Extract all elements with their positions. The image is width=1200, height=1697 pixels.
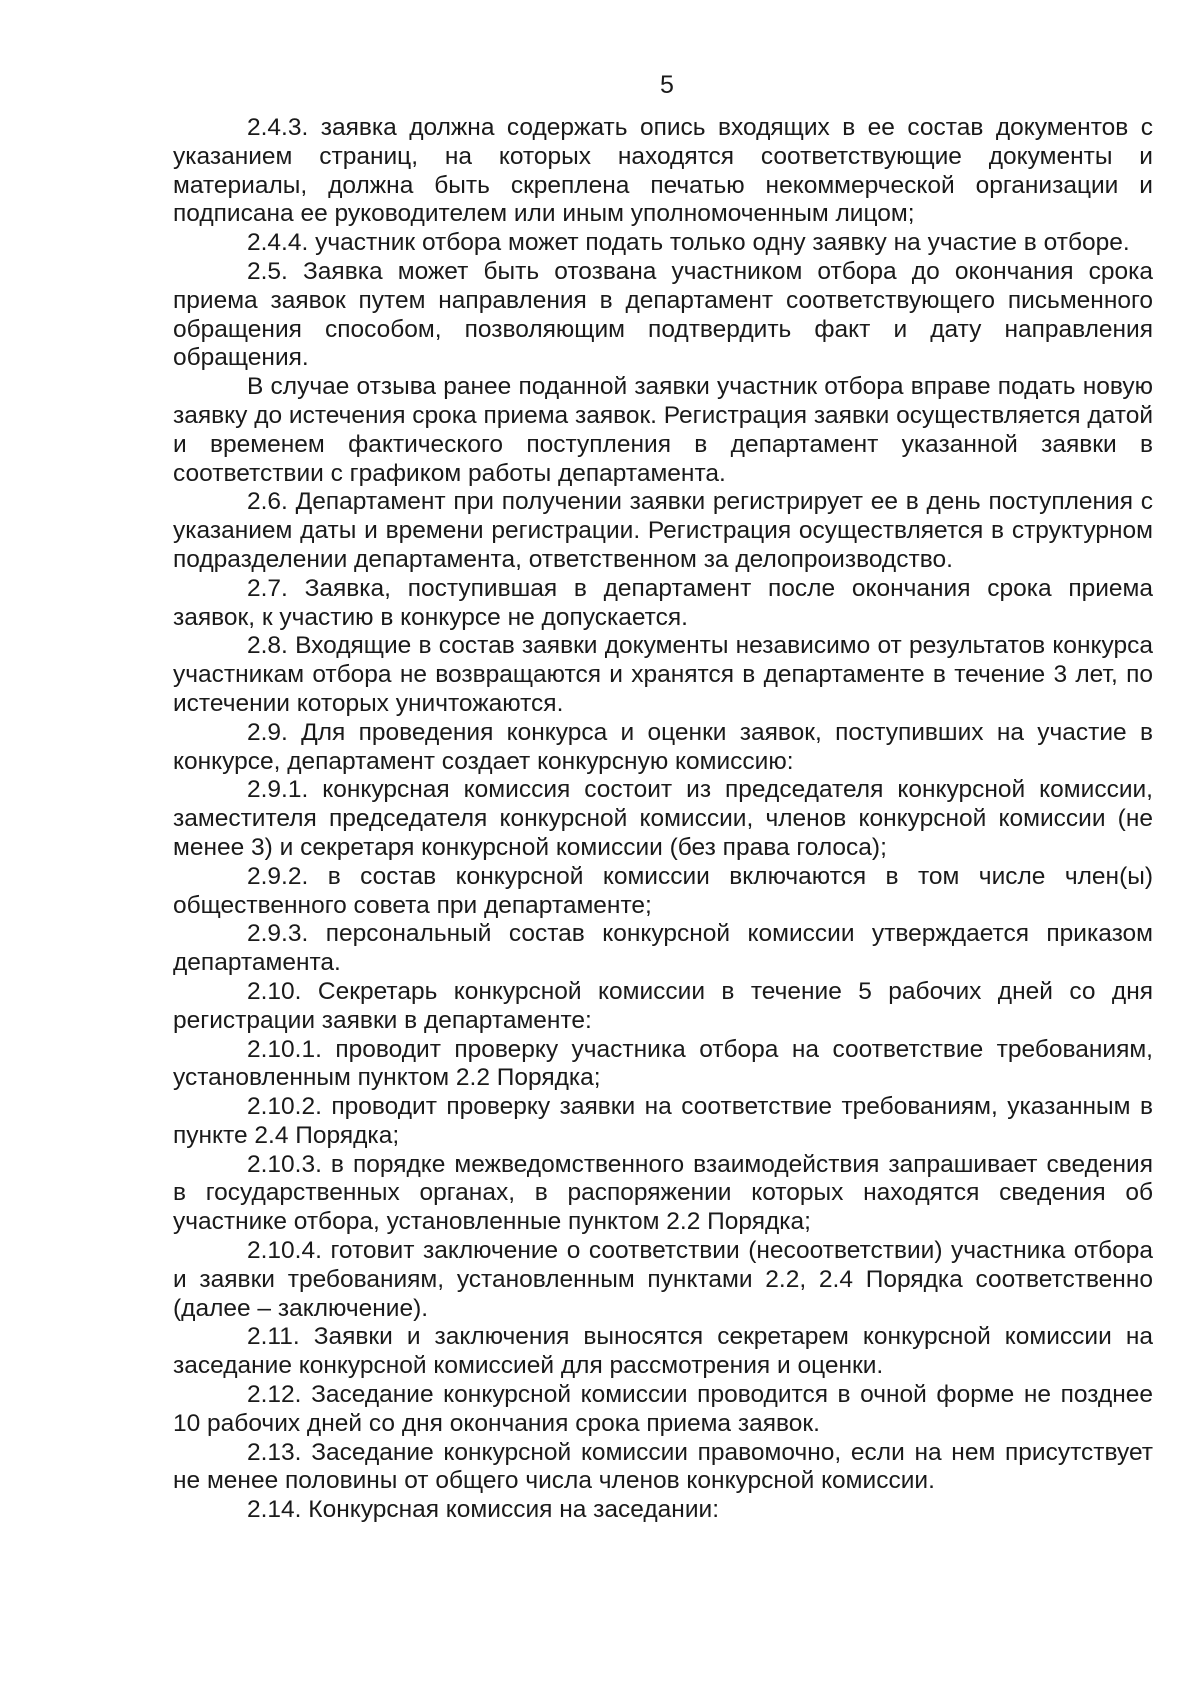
paragraph-2-10-1: 2.10.1. проводит проверку участника отбора на соответствие требованиям, установленным пунктом 2.2 Порядка; bbox=[173, 1035, 1153, 1092]
paragraph-2-13: 2.13. Заседание конкурсной комиссии правомочно, если на нем присутствует не менее половины от общего числа членов конкурсной комиссии. bbox=[173, 1438, 1153, 1495]
paragraph-2-8: 2.8. Входящие в состав заявки документы независимо от результатов конкурса участникам отбора не возвращаются и хранятся в департаменте в течение 3 лет, по истечении которых уничтожаются. bbox=[173, 632, 1153, 717]
paragraph-2-7: 2.7. Заявка, поступившая в департамент после окончания срока приема заявок, к участию в конкурсе не допускается. bbox=[173, 574, 1153, 631]
paragraph-2-10-3: 2.10.3. в порядке межведомственного взаимодействия запрашивает сведения в государственных органах, в распоряжении которых находятся сведения об участнике отбора, установленные пунктом 2.2 Порядка; bbox=[173, 1150, 1153, 1236]
paragraph-2-12: 2.12. Заседание конкурсной комиссии проводится в очной форме не позднее 10 рабочих дней со дня окончания срока приема заявок. bbox=[173, 1381, 1153, 1437]
paragraph-2-6: 2.6. Департамент при получении заявки регистрирует ее в день поступления с указанием даты и времени регистрации. Регистрация осуществляется в структурном подразделении департамента, ответственном за делопроизводство. bbox=[173, 488, 1153, 573]
paragraph-2-4-3: 2.4.3. заявка должна содержать опись входящих в ее состав документов с указанием страниц, на которых находятся соответствующие документы и материалы, должна быть скреплена печатью некоммерческой организации и подписана ее руководителем или иным уполномоченным лицом; bbox=[173, 114, 1153, 228]
page-number: 5 bbox=[660, 71, 674, 99]
paragraph-2-9-1: 2.9.1. конкурсная комиссия состоит из председателя конкурсной комиссии, заместителя председателя конкурсной комиссии, членов конкурсной комиссии (не менее 3) и секретаря конкурсной комиссии (без права голоса); bbox=[173, 776, 1153, 861]
paragraph-2-11: 2.11. Заявки и заключения выносятся секретарем конкурсной комиссии на заседание конкурсной комиссией для рассмотрения и оценки. bbox=[173, 1323, 1153, 1380]
paragraph-2-9-2: 2.9.2. в состав конкурсной комиссии включаются в том числе член(ы) общественного совета при департаменте; bbox=[173, 862, 1153, 919]
paragraph-2-10-4: 2.10.4. готовит заключение о соответствии (несоответствии) участника отбора и заявки требованиям, установленным пунктами 2.2, 2.4 Порядка соответственно (далее – заключение). bbox=[173, 1237, 1153, 1322]
paragraph-2-14: 2.14. Конкурсная комиссия на заседании: bbox=[247, 1496, 719, 1524]
paragraph-2-4-4: 2.4.4. участник отбора может подать только одну заявку на участие в отборе. bbox=[247, 229, 1130, 257]
paragraph-2-10-2: 2.10.2. проводит проверку заявки на соответствие требованиям, указанным в пункте 2.4 Порядка; bbox=[173, 1093, 1153, 1149]
paragraph-2-10: 2.10. Секретарь конкурсной комиссии в течение 5 рабочих дней со дня регистрации заявки в департаменте: bbox=[173, 977, 1153, 1034]
paragraph-2-5: 2.5. Заявка может быть отозвана участником отбора до окончания срока приема заявок путем направления в департамент соответствующего письменного обращения способом, позволяющим подтвердить факт и дату направления обращения. bbox=[173, 257, 1153, 372]
paragraph-2-9: 2.9. Для проведения конкурса и оценки заявок, поступивших на участие в конкурсе, департамент создает конкурсную комиссию: bbox=[173, 718, 1153, 775]
paragraph-2-9-3: 2.9.3. персональный состав конкурсной комиссии утверждается приказом департамента. bbox=[173, 920, 1153, 977]
document-body bbox=[173, 114, 1153, 1525]
paragraph-2-5-withdrawal: В случае отзыва ранее поданной заявки участник отбора вправе подать новую заявку до истечения срока приема заявок. Регистрация заявки осуществляется датой и временем фактического поступления в департамент указанной заявки в соответствии с графиком работы департамента. bbox=[173, 373, 1154, 487]
